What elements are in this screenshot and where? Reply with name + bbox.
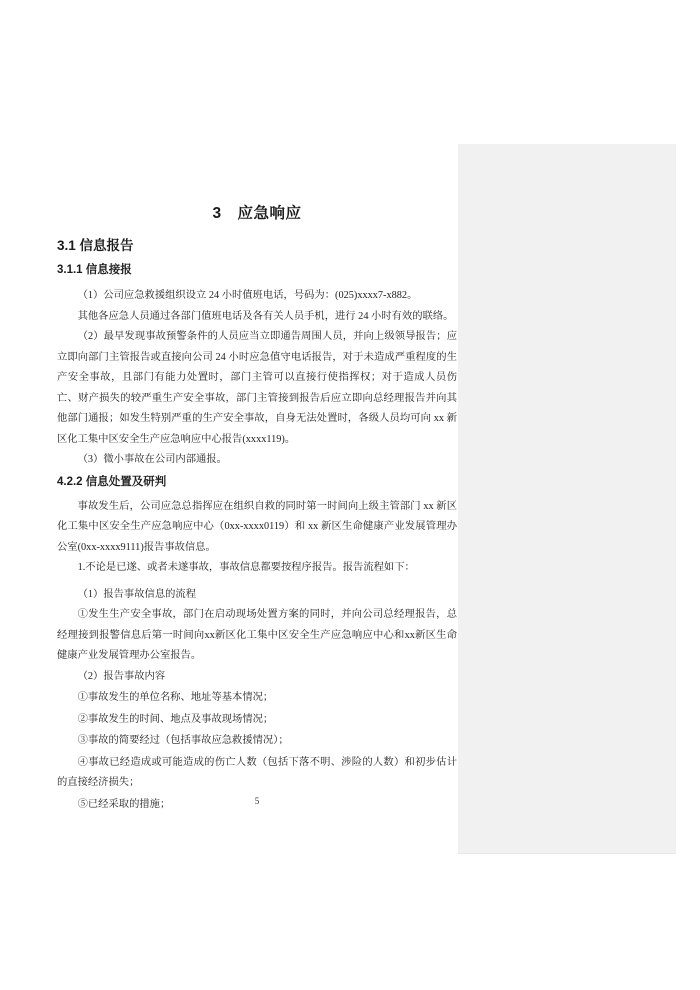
paragraph-report-rule: 1.不论是已遂、或者未遂事故，事故信息都要按程序报告。报告流程如下： [77,562,415,573]
page-number: 5 [254,796,260,806]
paragraph-info-handling: 事故发生后，公司应急总指挥应在组织自救的同时第一时间向上级主管部门 xx 新区化工集中区安全生产应急响应中心（0xx-xxxx0119）和 xx 新区生命健康产业发展管理办公室(0xx-xxxx9111)报告事故信息。 [57,500,457,553]
heading-4-2-2: 4.2.2 信息处置及研判 [57,475,167,488]
chapter-title: 3 应急响应 [212,205,302,222]
list-item-3: ③事故的简要经过（包括事故应急救援情况）； [77,735,289,746]
list-item-1: ①事故发生的单位名称、地址等基本情况； [77,692,274,703]
paragraph-minor-incident: （3）微小事故在公司内部通报。 [77,454,227,465]
heading-3-1-1: 3.1.1 信息接报 [57,264,132,276]
document-body [57,202,457,815]
paragraph-report-flow-title: （1）报告事故信息的流程 [77,588,197,600]
paragraph-report-flow: ①发生生产安全事故，部门在启动现场处置方案的同时，并向公司总经理报告，总经理接到报警信息后第一时间向xx新区化工集中区安全生产应急响应中心和xx新区生命健康产业发展管理办公室报告。 [57,609,457,661]
list-item-4: ④事故已经造成或可能造成的伤亡人数（包括下落不明、涉险的人数）和初步估计的直接经济损失； [57,756,457,788]
list-item-5: ⑤已经采取的措施； [77,798,171,810]
paragraph-report-content-title: （2）报告事故内容 [77,670,166,682]
paragraph-report-procedure: （2）最早发现事故预警条件的人员应当立即通告周围人员，并向上级领导报告；应立即向部门主管报告或直接向公司 24 小时应急值守电话报告，对于未造成严重程度的生产安全事故，且部门有能力处置时，部门主管可以直接行使指挥权；对于造成人员伤亡、财产损失的较严重生产安全事故，部门主管接到报告后应立即向总经理报告并向其他部门通报；如发生特别严重的生产安全事故，自身无法处置时，各级人员均可向 xx 新区化工集中区安全生产应急响应中心报告(xxxx119)。 [57,331,457,445]
paragraph-contact: 其他各应急人员通过各部门值班电话及各有关人员手机，进行 24 小时有效的联络。 [77,310,454,322]
heading-3-1: 3.1 信息报告 [57,238,134,253]
list-item-2: ②事故发生的时间、地点及事故现场情况； [77,713,274,725]
paragraph-duty-phone: （1）公司应急救援组织设立 24 小时值班电话，号码为：(025)xxxx7-x882。 [77,290,418,301]
gray-side-panel [458,144,676,854]
